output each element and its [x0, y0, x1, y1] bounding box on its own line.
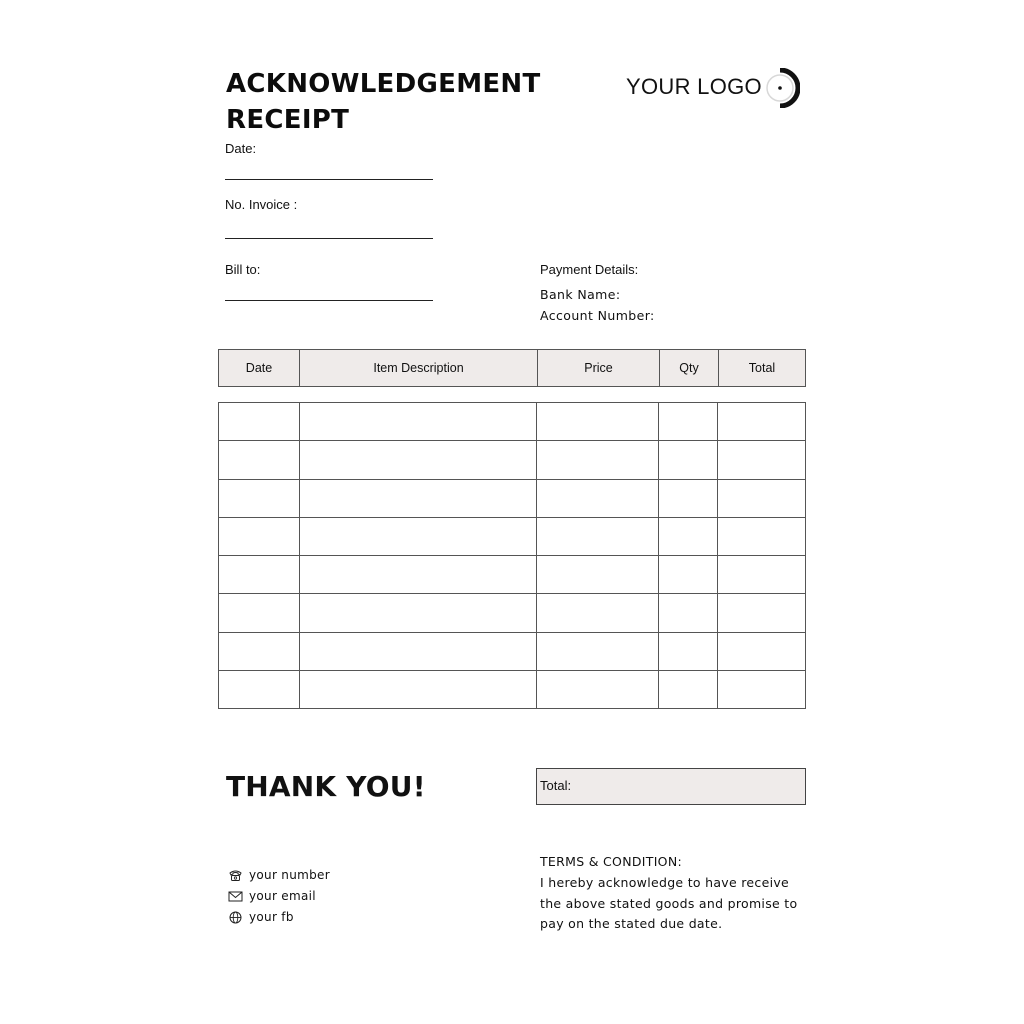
contact-fb [228, 910, 368, 926]
contact-email [228, 889, 368, 905]
table-cell[interactable] [537, 556, 659, 594]
column-header-total: Total [748, 361, 776, 375]
logo-text: YOUR LOGO [626, 74, 762, 99]
table-cell[interactable] [219, 403, 300, 441]
table-cell[interactable] [659, 556, 718, 594]
table-row [219, 441, 806, 479]
table-cell[interactable] [659, 441, 718, 479]
total-box[interactable] [536, 768, 806, 805]
table-cell[interactable] [299, 556, 537, 594]
terms-line-3: pay on the stated due date. [540, 916, 723, 932]
contact-email-text: your email [249, 889, 316, 903]
contact-fb-text: your fb [249, 910, 294, 924]
table-cell[interactable] [219, 632, 300, 670]
table-cell[interactable] [219, 594, 300, 632]
table-cell[interactable] [299, 594, 537, 632]
account-number-label: Account Number: [540, 308, 655, 323]
bill-to-field[interactable] [225, 300, 433, 301]
invoice-label: No. Invoice : [225, 197, 298, 212]
table-row [219, 671, 806, 709]
total-label: Total: [540, 778, 572, 793]
table-cell[interactable] [718, 594, 806, 632]
column-header-date: Date [219, 350, 300, 386]
table-cell[interactable] [659, 671, 718, 709]
table-cell[interactable] [219, 479, 300, 517]
phone-icon [228, 868, 243, 883]
table-cell[interactable] [718, 403, 806, 441]
table-cell[interactable] [718, 479, 806, 517]
mail-icon [228, 889, 243, 904]
table-cell[interactable] [537, 441, 659, 479]
contact-phone [228, 868, 368, 884]
table-row [219, 403, 806, 441]
table-cell[interactable] [299, 441, 537, 479]
table-cell[interactable] [299, 517, 537, 555]
invoice-field[interactable] [225, 238, 433, 239]
table-cell[interactable] [718, 517, 806, 555]
bill-to-label: Bill to: [225, 262, 261, 277]
table-cell[interactable] [659, 632, 718, 670]
table-cell[interactable] [718, 632, 806, 670]
table-cell[interactable] [537, 517, 659, 555]
table-cell[interactable] [537, 594, 659, 632]
table-row [219, 632, 806, 670]
bank-name-label: Bank Name: [540, 287, 621, 302]
terms-line-1: I hereby acknowledge to have receive [540, 874, 790, 890]
table-cell[interactable] [659, 403, 718, 441]
table-row [219, 594, 806, 632]
column-header-description: Item Description [300, 350, 538, 386]
table-cell[interactable] [718, 556, 806, 594]
table-cell[interactable] [219, 556, 300, 594]
table-cell[interactable] [537, 403, 659, 441]
date-field[interactable] [225, 179, 433, 180]
table-cell[interactable] [299, 403, 537, 441]
table-row [219, 556, 806, 594]
table-cell[interactable] [219, 441, 300, 479]
table-cell[interactable] [718, 671, 806, 709]
logo-mark-icon [760, 68, 800, 108]
date-label: Date: [225, 141, 257, 156]
table-cell[interactable] [299, 479, 537, 517]
title-line-2: RECEIPT [226, 105, 350, 135]
table-row [219, 479, 806, 517]
table-cell[interactable] [537, 632, 659, 670]
column-header-price: Price [538, 350, 660, 386]
table-cell[interactable] [659, 594, 718, 632]
payment-details-heading: Payment Details: [540, 262, 639, 277]
table-cell[interactable] [219, 671, 300, 709]
items-table [218, 402, 806, 709]
table-cell[interactable] [537, 479, 659, 517]
thank-you-heading: THANK YOU! [226, 770, 426, 803]
contact-phone-text: your number [249, 868, 330, 882]
table-cell[interactable] [219, 517, 300, 555]
terms-section [540, 852, 810, 935]
table-cell[interactable] [718, 441, 806, 479]
document-title [226, 66, 556, 138]
title-line-1: ACKNOWLEDGEMENT [226, 69, 541, 99]
table-cell[interactable] [659, 517, 718, 555]
table-cell[interactable] [299, 632, 537, 670]
table-cell[interactable] [659, 479, 718, 517]
terms-line-2: the above stated goods and promise to [540, 895, 798, 911]
table-cell[interactable] [299, 671, 537, 709]
column-header-qty: Qty [660, 350, 719, 386]
table-cell[interactable] [537, 671, 659, 709]
table-row [219, 517, 806, 555]
table-header [218, 349, 806, 387]
items-table-body [219, 403, 806, 709]
globe-icon [228, 910, 243, 925]
terms-heading: TERMS & CONDITION: [540, 854, 682, 869]
